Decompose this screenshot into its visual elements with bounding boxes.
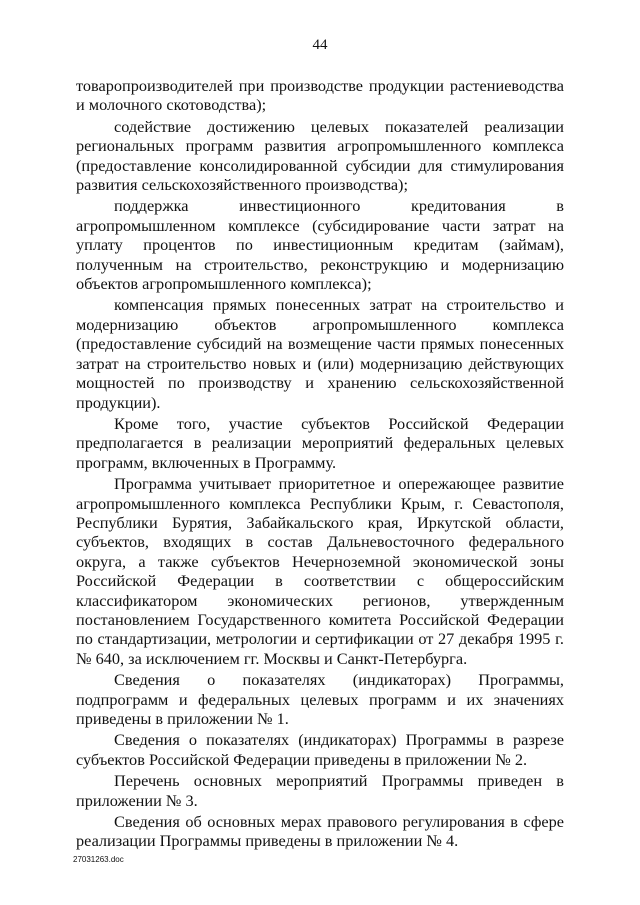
footer-filename: 27031263.doc [73, 855, 124, 864]
paragraph-continuation: товаропроизводителей при производстве продукции растениеводства и молочного скотоводства); [76, 76, 564, 115]
paragraph-regional-programs: содействие достижению целевых показателей реализации региональных программ развития агропромышленного комплекса (предоставление консолидированной субсидии для стимулирования развития сельскохозяйственного производства); [76, 116, 564, 195]
page-number: 44 [312, 37, 328, 53]
document-body [76, 76, 564, 853]
paragraph-priority-regions: Программа учитывает приоритетное и опережающее развитие агропромышленного комплекса Республики Крым, г. Севастополя, Республики Бурятия, Забайкальского края, Иркутской области, субъектов, входящих в состав Дальневосточного федерального округа, а также субъектов Нечерноземной экономической зоны Российской Федерации в соответствии с общероссийским классификатором экономических регионов, утвержденным постановлением Государственного комитета Российской Федерации по стандартизации, метрологии и сертификации от 27 декабря 1995 г. № 640, за исключением гг. Москвы и Санкт-Петербурга. [76, 474, 564, 668]
paragraph-appendix-1: Сведения о показателях (индикаторах) Программы, подпрограмм и федеральных целевых программ и их значениях приведены в приложении № 1. [76, 670, 564, 728]
paragraph-federal-programs: Кроме того, участие субъектов Российской Федерации предполагается в реализации мероприятий федеральных целевых программ, включенных в Программу. [76, 413, 564, 472]
paragraph-appendix-4: Сведения об основных мерах правового регулирования в сфере реализации Программы приведены в приложении № 4. [76, 812, 564, 851]
paragraph-appendix-3: Перечень основных мероприятий Программы приведен в приложении № 3. [76, 771, 564, 810]
paragraph-direct-costs: компенсация прямых понесенных затрат на строительство и модернизацию объектов агропромышленного комплекса (предоставление субсидий на возмещение части прямых понесенных затрат на строительство новых и (или) модернизацию действующих мощностей по производству и хранению сельскохозяйственной продукции). [76, 295, 564, 412]
paragraph-appendix-2: Сведения о показателях (индикаторах) Программы в разрезе субъектов Российской Федерации приведены в приложении № 2. [76, 730, 564, 769]
paragraph-investment-credit: поддержка инвестиционного кредитования в агропромышленном комплексе (субсидирование части затрат на уплату процентов по инвестиционным кредитам (займам), полученным на строительство, реконструкцию и модернизацию объектов агропромышленного комплекса); [76, 196, 564, 294]
